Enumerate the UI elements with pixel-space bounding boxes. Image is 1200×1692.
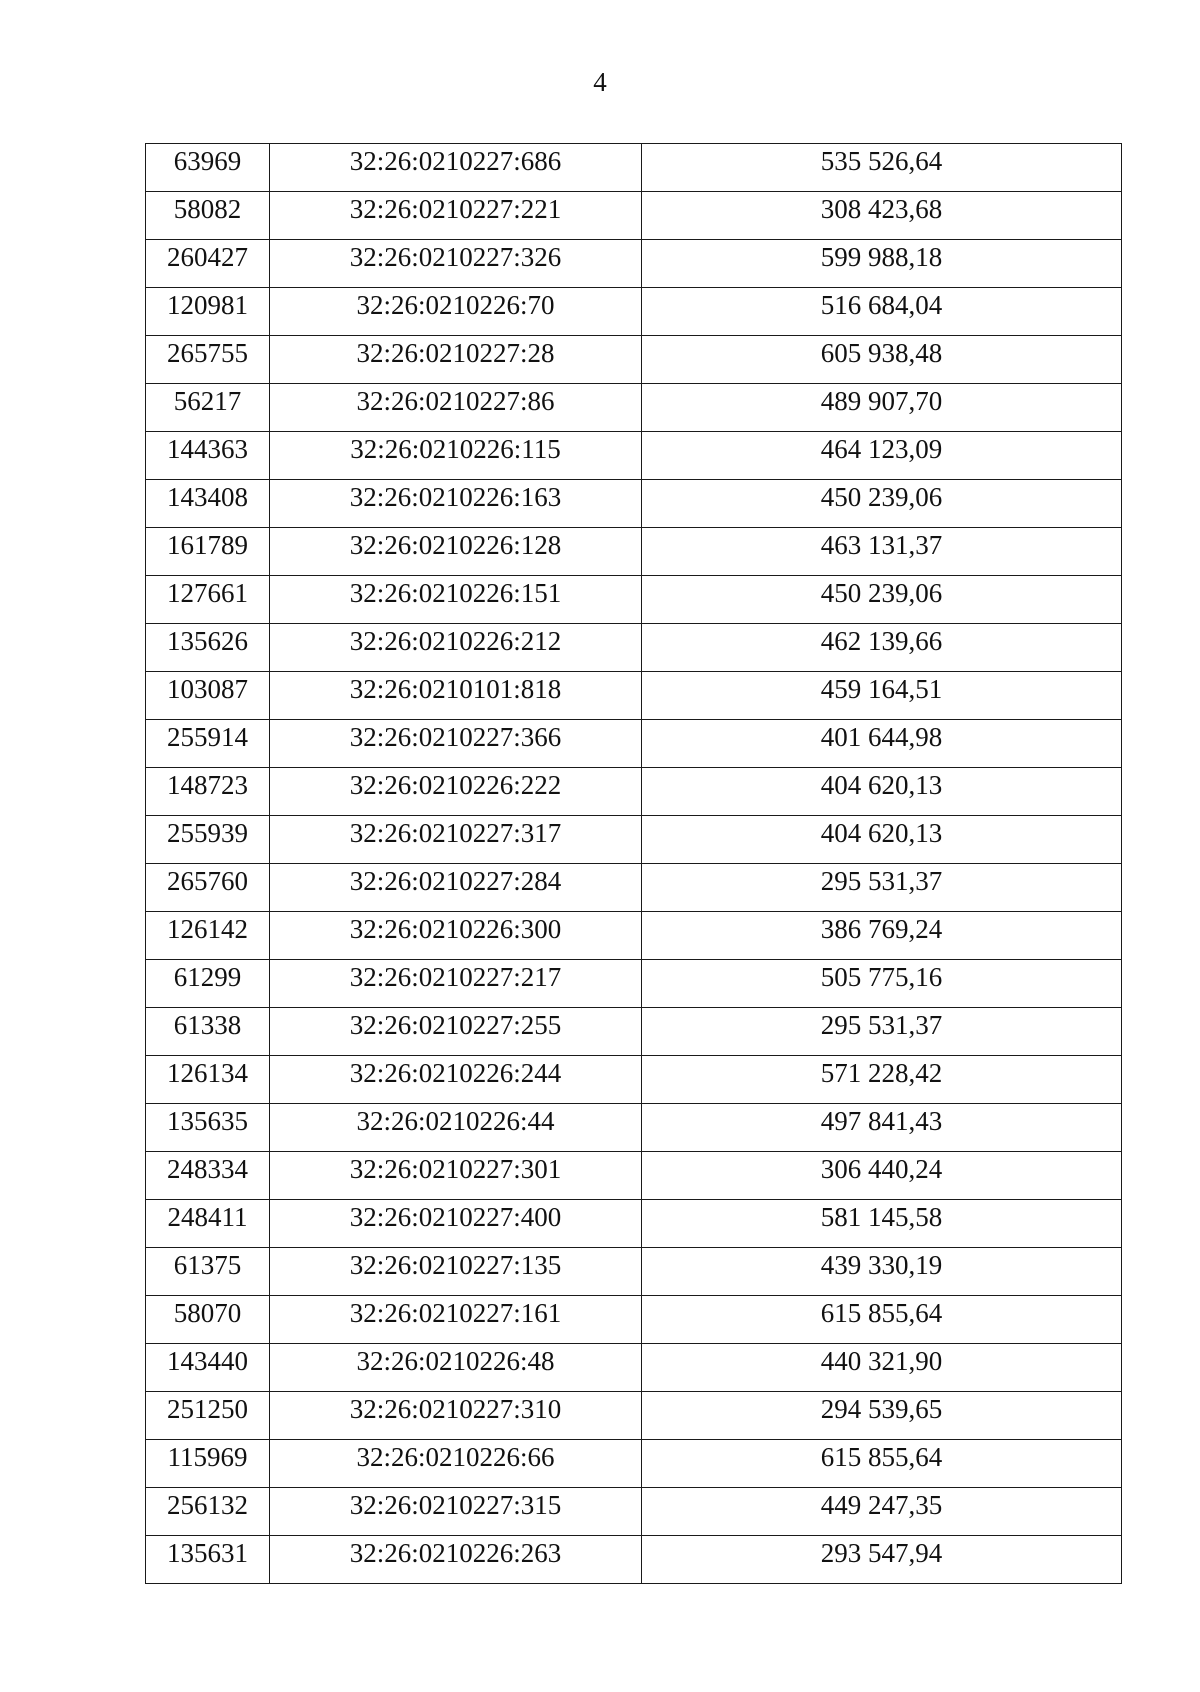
table-row [146,1392,1122,1440]
table-body [146,144,1122,1584]
table-row [146,912,1122,960]
record-id-cell: 58070 [146,1296,270,1344]
record-id-cell: 248334 [146,1152,270,1200]
cadastral-number-cell: 32:26:0210226:163 [270,480,642,528]
value-cell: 306 440,24 [642,1152,1122,1200]
value-cell: 516 684,04 [642,288,1122,336]
value-cell: 571 228,42 [642,1056,1122,1104]
cadastral-number-cell: 32:26:0210227:315 [270,1488,642,1536]
table-row [146,1056,1122,1104]
record-id-cell: 115969 [146,1440,270,1488]
cadastral-number-cell: 32:26:0210227:400 [270,1200,642,1248]
value-cell: 505 775,16 [642,960,1122,1008]
cadastral-number-cell: 32:26:0210226:244 [270,1056,642,1104]
table-row [146,1488,1122,1536]
table-row [146,576,1122,624]
table-row [146,624,1122,672]
cadastral-number-cell: 32:26:0210227:284 [270,864,642,912]
value-cell: 450 239,06 [642,576,1122,624]
cadastral-number-cell: 32:26:0210227:161 [270,1296,642,1344]
value-cell: 295 531,37 [642,1008,1122,1056]
value-cell: 449 247,35 [642,1488,1122,1536]
value-cell: 295 531,37 [642,864,1122,912]
cadastral-number-cell: 32:26:0210227:686 [270,144,642,192]
value-cell: 439 330,19 [642,1248,1122,1296]
cadastral-number-cell: 32:26:0210226:44 [270,1104,642,1152]
value-cell: 294 539,65 [642,1392,1122,1440]
table-row [146,480,1122,528]
value-cell: 459 164,51 [642,672,1122,720]
cadastral-number-cell: 32:26:0210226:66 [270,1440,642,1488]
value-cell: 463 131,37 [642,528,1122,576]
table-row [146,672,1122,720]
record-id-cell: 148723 [146,768,270,816]
value-cell: 489 907,70 [642,384,1122,432]
value-cell: 450 239,06 [642,480,1122,528]
table-row [146,336,1122,384]
cadastral-number-cell: 32:26:0210227:221 [270,192,642,240]
cadastral-number-cell: 32:26:0210226:128 [270,528,642,576]
record-id-cell: 143408 [146,480,270,528]
record-id-cell: 251250 [146,1392,270,1440]
cadastral-number-cell: 32:26:0210226:70 [270,288,642,336]
page-number: 4 [593,67,607,97]
record-id-cell: 61338 [146,1008,270,1056]
table-row [146,528,1122,576]
record-id-cell: 126134 [146,1056,270,1104]
value-cell: 308 423,68 [642,192,1122,240]
value-cell: 581 145,58 [642,1200,1122,1248]
table-row [146,288,1122,336]
record-id-cell: 127661 [146,576,270,624]
record-id-cell: 265755 [146,336,270,384]
cadastral-number-cell: 32:26:0210227:301 [270,1152,642,1200]
value-cell: 615 855,64 [642,1440,1122,1488]
table-row [146,1008,1122,1056]
value-cell: 497 841,43 [642,1104,1122,1152]
table-row [146,960,1122,1008]
record-id-cell: 135626 [146,624,270,672]
value-cell: 404 620,13 [642,768,1122,816]
cadastral-number-cell: 32:26:0210226:151 [270,576,642,624]
value-cell: 462 139,66 [642,624,1122,672]
cadastral-number-cell: 32:26:0210226:48 [270,1344,642,1392]
record-id-cell: 255914 [146,720,270,768]
table-row [146,1152,1122,1200]
record-id-cell: 61299 [146,960,270,1008]
record-id-cell: 256132 [146,1488,270,1536]
record-id-cell: 265760 [146,864,270,912]
record-id-cell: 61375 [146,1248,270,1296]
table-row [146,1104,1122,1152]
record-id-cell: 126142 [146,912,270,960]
record-id-cell: 63969 [146,144,270,192]
cadastral-number-cell: 32:26:0210227:86 [270,384,642,432]
value-cell: 404 620,13 [642,816,1122,864]
cadastral-number-cell: 32:26:0210101:818 [270,672,642,720]
value-cell: 440 321,90 [642,1344,1122,1392]
cadastral-number-cell: 32:26:0210226:212 [270,624,642,672]
record-id-cell: 144363 [146,432,270,480]
cadastral-number-cell: 32:26:0210227:366 [270,720,642,768]
value-cell: 615 855,64 [642,1296,1122,1344]
value-cell: 293 547,94 [642,1536,1122,1584]
cadastral-number-cell: 32:26:0210227:135 [270,1248,642,1296]
table-row [146,768,1122,816]
table-row [146,432,1122,480]
table-row [146,1536,1122,1584]
record-id-cell: 135635 [146,1104,270,1152]
data-table [145,143,1122,1584]
cadastral-number-cell: 32:26:0210227:217 [270,960,642,1008]
record-id-cell: 120981 [146,288,270,336]
cadastral-number-cell: 32:26:0210227:317 [270,816,642,864]
table-row [146,1440,1122,1488]
record-id-cell: 103087 [146,672,270,720]
cadastral-number-cell: 32:26:0210227:310 [270,1392,642,1440]
value-cell: 535 526,64 [642,144,1122,192]
table-row [146,384,1122,432]
cadastral-number-cell: 32:26:0210227:255 [270,1008,642,1056]
cadastral-number-cell: 32:26:0210226:263 [270,1536,642,1584]
cadastral-number-cell: 32:26:0210227:28 [270,336,642,384]
cadastral-number-cell: 32:26:0210226:222 [270,768,642,816]
table-row [146,1200,1122,1248]
record-id-cell: 161789 [146,528,270,576]
value-cell: 386 769,24 [642,912,1122,960]
record-id-cell: 58082 [146,192,270,240]
table-row [146,240,1122,288]
value-cell: 599 988,18 [642,240,1122,288]
table-row [146,144,1122,192]
record-id-cell: 56217 [146,384,270,432]
table-row [146,864,1122,912]
record-id-cell: 143440 [146,1344,270,1392]
record-id-cell: 135631 [146,1536,270,1584]
table-row [146,1296,1122,1344]
value-cell: 401 644,98 [642,720,1122,768]
record-id-cell: 248411 [146,1200,270,1248]
value-cell: 605 938,48 [642,336,1122,384]
table-row [146,192,1122,240]
record-id-cell: 255939 [146,816,270,864]
cadastral-number-cell: 32:26:0210226:300 [270,912,642,960]
table-row [146,720,1122,768]
record-id-cell: 260427 [146,240,270,288]
value-cell: 464 123,09 [642,432,1122,480]
table-row [146,816,1122,864]
cadastral-number-cell: 32:26:0210227:326 [270,240,642,288]
table-row [146,1344,1122,1392]
cadastral-number-cell: 32:26:0210226:115 [270,432,642,480]
table-row [146,1248,1122,1296]
